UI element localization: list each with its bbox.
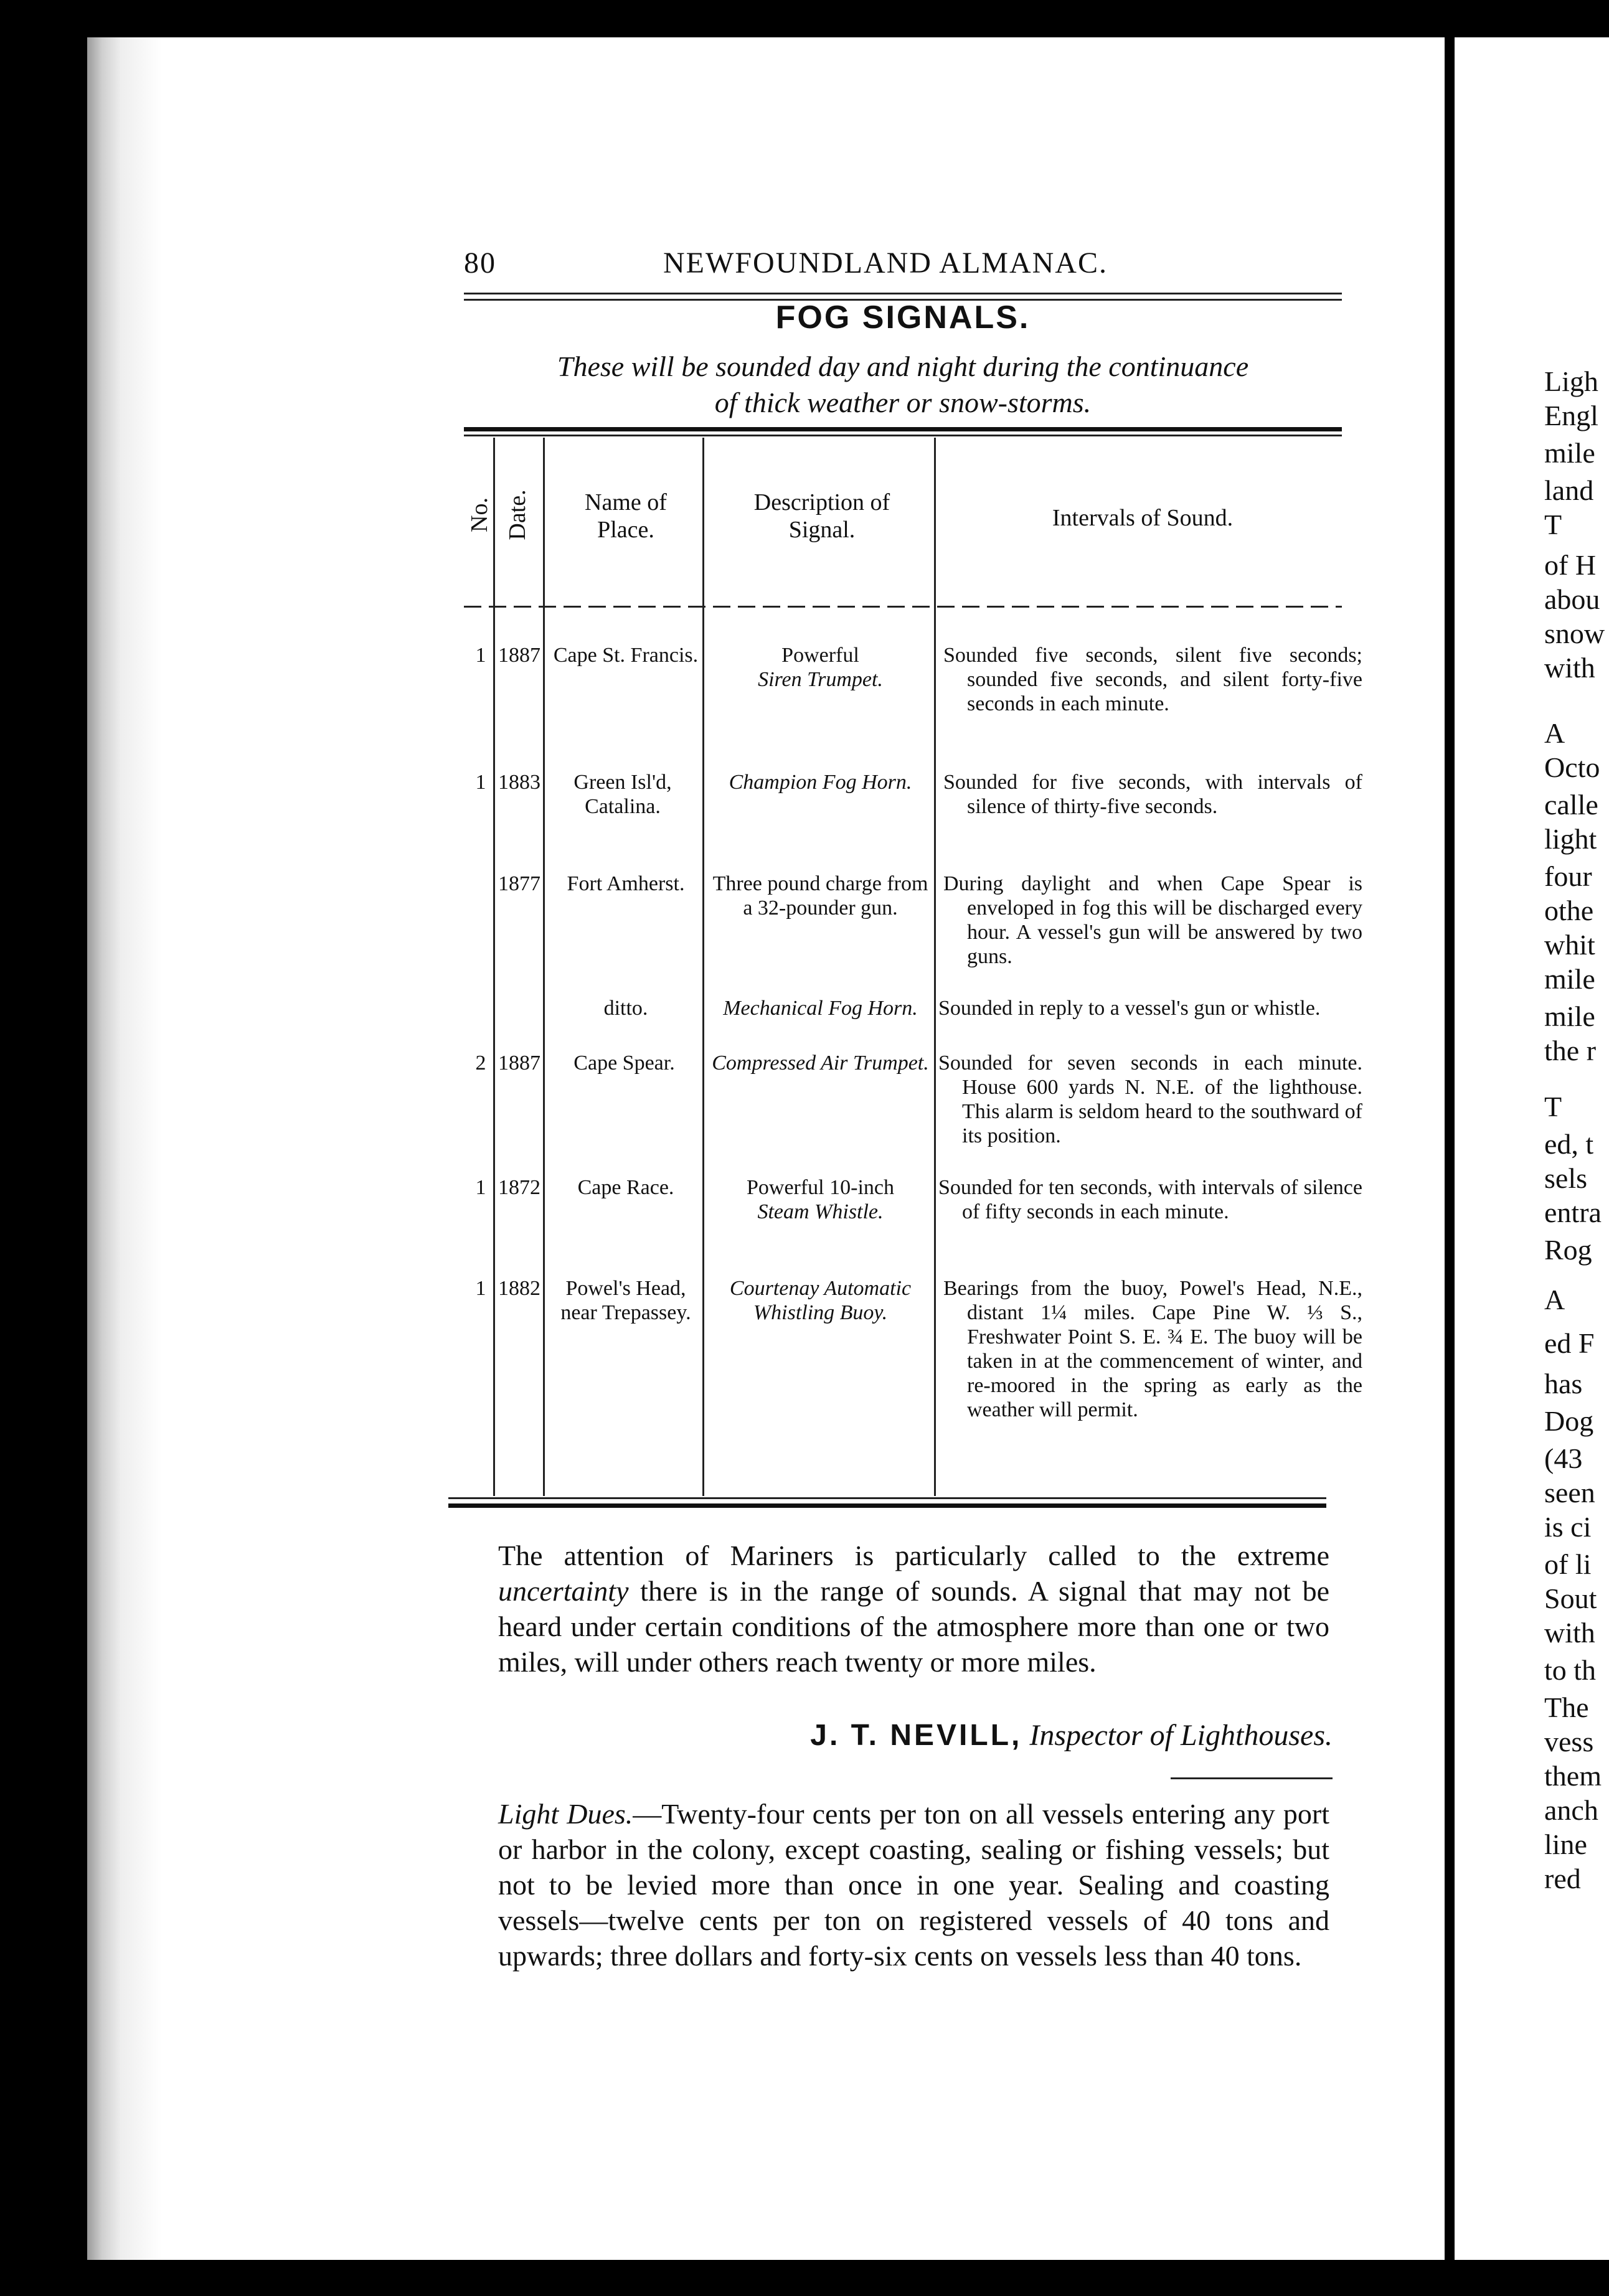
- row-signal: [710, 1175, 931, 1224]
- row-signal-italic: Steam Whistle.: [757, 1200, 884, 1223]
- facing-page-fragment: mile: [1544, 1000, 1595, 1032]
- row-date: 1883: [498, 771, 540, 794]
- section-subtitle: [464, 349, 1342, 421]
- row-date: 1887: [498, 644, 540, 667]
- facing-page-fragment: T: [1544, 1091, 1562, 1122]
- col-divider-3: [702, 438, 704, 1496]
- col-header-signal: Description of Signal.: [753, 489, 890, 543]
- facing-page-fragment: sels: [1544, 1162, 1587, 1194]
- facing-page-fragment: to th: [1544, 1654, 1597, 1686]
- facing-page-fragment: whit: [1544, 929, 1595, 961]
- table-top-rule: [464, 427, 1342, 431]
- row-date: 1887: [498, 1052, 540, 1075]
- row-signal: [710, 643, 931, 692]
- subtitle-line-1: These will be sounded day and night during the continuance: [557, 351, 1249, 382]
- facing-page-fragment: mile: [1544, 963, 1595, 995]
- row-place: Powel's Head, near Trepassey.: [560, 1277, 691, 1324]
- header-dashed-rule: [464, 606, 1342, 608]
- facing-page-fragment: T: [1544, 509, 1562, 540]
- facing-page-fragment: The: [1544, 1691, 1589, 1723]
- facing-page-fragment: red: [1544, 1863, 1581, 1894]
- facing-page-fragment: abou: [1544, 583, 1600, 615]
- page-number: 80: [464, 247, 496, 280]
- row-intervals: Bearings from the buoy, Powel's Head, N.E., distant 1¼ miles. Cape Pine W. ⅓ S., Freshwater Point S. E. ¾ E. The buoy will be taken in at the commencement of winter, and re-moored in the spring as early as the weather will permit.: [943, 1277, 1362, 1421]
- facing-page-fragment: of H: [1544, 549, 1597, 581]
- facing-page-fragment: is ci: [1544, 1511, 1592, 1543]
- row-date: 1872: [498, 1176, 540, 1199]
- facing-page-fragment: land: [1544, 474, 1594, 506]
- facing-page-fragment: othe: [1544, 895, 1594, 926]
- col-header-place: Name of Place.: [585, 489, 667, 543]
- signature-role: Inspector of Lighthouses.: [1029, 1719, 1333, 1752]
- facing-page-fragment: line: [1544, 1828, 1587, 1860]
- light-dues-label: Light Dues.: [498, 1798, 633, 1830]
- facing-page-fragment: (43: [1544, 1442, 1583, 1474]
- row-place: Cape Race.: [577, 1176, 674, 1199]
- facing-page-fragment: Ligh: [1544, 365, 1598, 397]
- table-bottom-rule: [448, 1503, 1326, 1508]
- row-signal-italic: Courtenay Automatic Whistling Buoy.: [729, 1277, 912, 1324]
- row-place: ditto.: [603, 997, 648, 1020]
- section-heading: FOG SIGNALS.: [775, 299, 1031, 336]
- facing-page-fragment: anch: [1544, 1794, 1598, 1826]
- page-gutter: [1445, 37, 1455, 2260]
- facing-page-fragment: Rog: [1544, 1234, 1592, 1266]
- row-signal-italic: Champion Fog Horn.: [729, 771, 912, 794]
- signature-rule: [1171, 1777, 1333, 1779]
- row-date: 1877: [498, 872, 540, 895]
- row-intervals: Sounded five seconds, silent five seconds; sounded five seconds, and silent forty-five seconds in each minute.: [943, 644, 1362, 715]
- table-top-rule-inner: [464, 435, 1342, 436]
- facing-page-fragment: of li: [1544, 1548, 1592, 1580]
- facing-page-fragment: with: [1544, 652, 1595, 684]
- signature-line: [648, 1718, 1333, 1753]
- facing-page-fragment: light: [1544, 823, 1597, 855]
- facing-page-fragment: has: [1544, 1368, 1583, 1400]
- row-signal-roman: Powerful: [781, 644, 859, 667]
- row-signal-italic: Compressed Air Trumpet.: [712, 1052, 929, 1075]
- row-signal-roman: Powerful 10-inch: [746, 1176, 894, 1199]
- head-rule-top: [464, 293, 1342, 294]
- col-divider-4: [934, 438, 936, 1496]
- row-no: 1: [475, 644, 486, 667]
- col-divider-1: [493, 438, 495, 1496]
- row-no: 1: [475, 771, 486, 794]
- light-dues-text: —Twenty-four cents per ton on all vessels entering any port or harbor in the colony, except coasting, sealing or fishing vessels; but not to be levied more than once in one year. Sealing and coasting vessels—twelve cents per ton on registered vessels of 40 tons and upwards; three dollars and forty-six cents on vessels less than 40 tons.: [498, 1798, 1329, 1972]
- facing-page-fragment: mile: [1544, 437, 1595, 469]
- col-header-no: No.: [466, 497, 493, 532]
- row-no: 1: [475, 1176, 486, 1199]
- facing-page-fragment: four: [1544, 860, 1592, 892]
- col-header-date: Date.: [504, 489, 531, 540]
- row-place: Cape St. Francis.: [553, 644, 699, 667]
- facing-page-fragment: entra: [1544, 1197, 1602, 1228]
- running-title: NEWFOUNDLAND ALMANAC.: [663, 247, 1108, 280]
- row-intervals: Sounded for seven seconds in each minute. House 600 yards N. N.E. of the lighthouse. This alarm is seldom heard to the southward of its position.: [938, 1052, 1362, 1147]
- notice-text-2: there is in the range of sounds. A signal that may not be heard under certain conditions of the atmosphere more than one or two miles, will under others reach twenty or more miles.: [498, 1575, 1329, 1678]
- notice-text-1: The attention of Mariners is particularly called to the extreme: [498, 1540, 1329, 1571]
- mariners-notice: [498, 1538, 1329, 1680]
- facing-page-fragment: vess: [1544, 1726, 1594, 1757]
- facing-page-fragment: the r: [1544, 1035, 1597, 1066]
- signature-name: J. T. NEVILL,: [810, 1719, 1022, 1752]
- facing-page-fragment: ed, t: [1544, 1128, 1594, 1160]
- row-place: Green Isl'd, Catalina.: [573, 771, 672, 818]
- col-header-intervals: Intervals of Sound.: [1052, 505, 1234, 531]
- running-head: [464, 246, 1342, 289]
- col-divider-2: [543, 438, 545, 1496]
- row-intervals: Sounded for five seconds, with intervals of silence of thirty-five seconds.: [943, 771, 1362, 818]
- facing-page-fragment: snow: [1544, 618, 1605, 649]
- row-signal-italic: Siren Trumpet.: [758, 668, 883, 691]
- facing-page-fragment: with: [1544, 1617, 1595, 1649]
- facing-page-fragment: Dog: [1544, 1405, 1594, 1437]
- facing-page-fragment: Sout: [1544, 1583, 1597, 1614]
- page-edge-shadow: [87, 37, 162, 2260]
- facing-page-fragment: Engl: [1544, 400, 1598, 431]
- row-signal-italic: Mechanical Fog Horn.: [723, 997, 918, 1020]
- facing-page-fragment: calle: [1544, 789, 1598, 821]
- facing-page-fragment: A: [1544, 1284, 1565, 1315]
- notice-emphasis: uncertainty: [498, 1575, 629, 1607]
- facing-page-fragment: Octo: [1544, 751, 1600, 783]
- subtitle-line-2: of thick weather or snow-storms.: [714, 387, 1092, 418]
- light-dues-paragraph: [498, 1796, 1329, 1974]
- facing-page-fragment: them: [1544, 1760, 1602, 1792]
- facing-page-fragment: ed F: [1544, 1327, 1595, 1359]
- facing-page-fragment: A: [1544, 717, 1565, 749]
- row-place: Cape Spear.: [573, 1052, 675, 1075]
- row-date: 1882: [498, 1277, 540, 1300]
- row-intervals: Sounded in reply to a vessel's gun or whistle.: [938, 997, 1321, 1020]
- row-intervals: During daylight and when Cape Spear is enveloped in fog this will be discharged every hour. A vessel's gun will be answered by two guns.: [943, 872, 1362, 968]
- facing-page-fragment: seen: [1544, 1477, 1595, 1508]
- row-intervals: Sounded for ten seconds, with intervals of silence of fifty seconds in each minute.: [938, 1176, 1362, 1223]
- row-place: Fort Amherst.: [567, 872, 685, 895]
- row-signal: Three pound charge from a 32-pounder gun.: [712, 872, 928, 920]
- row-no: 2: [475, 1052, 486, 1075]
- row-no: 1: [475, 1277, 486, 1300]
- table-bottom-rule-inner: [448, 1497, 1326, 1499]
